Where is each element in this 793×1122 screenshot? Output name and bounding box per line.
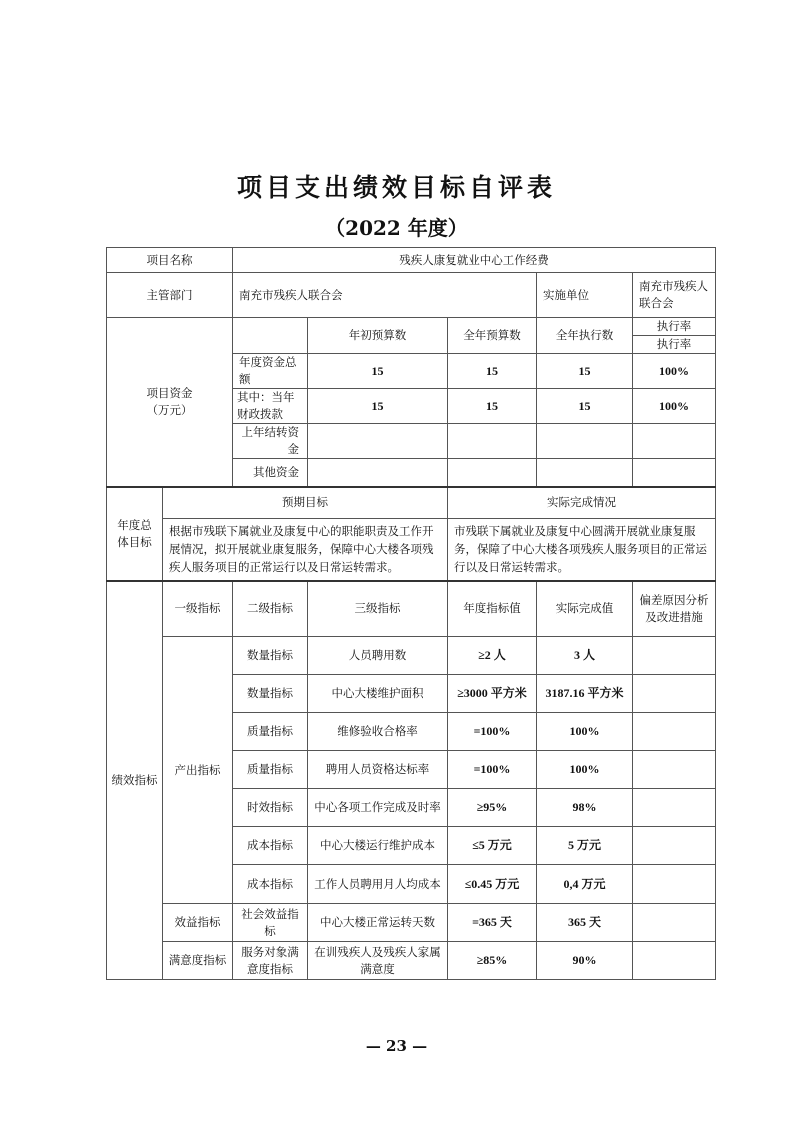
level3: 工作人员聘用月人均成本 bbox=[308, 865, 448, 904]
funds-row-initial: 15 bbox=[308, 354, 448, 389]
level1-benefit: 效益指标 bbox=[163, 904, 233, 942]
actual-result-header: 实际完成情况 bbox=[448, 487, 716, 519]
funds-row-executed bbox=[537, 424, 633, 459]
level1-satisfaction: 满意度指标 bbox=[163, 942, 233, 980]
goals-label bbox=[107, 487, 163, 581]
expected-goal-text: 根据市残联下属就业及康复中心的职能职责及工作开展情况，拟开展就业康复服务，保障中心大楼各项残疾人服务项目的正常运行以及日常运转需求。 bbox=[163, 519, 448, 581]
header-deviation: 偏差原因分析及改进措施 bbox=[633, 581, 716, 637]
level2: 数量指标 bbox=[233, 637, 308, 675]
funds-row-annual: 15 bbox=[448, 354, 537, 389]
funds-label-line2: （万元） bbox=[146, 402, 193, 417]
goals-label-line1: 年度总 bbox=[117, 517, 152, 532]
deviation bbox=[633, 904, 716, 942]
funds-row-executed: 15 bbox=[537, 354, 633, 389]
funds-row-rate bbox=[633, 459, 716, 487]
dept-label: 主管部门 bbox=[107, 273, 233, 318]
level2: 服务对象满意度指标 bbox=[233, 942, 308, 980]
level2: 成本指标 bbox=[233, 827, 308, 865]
funds-row-annual: 15 bbox=[448, 389, 537, 424]
project-name-row bbox=[107, 248, 716, 273]
actual: 90% bbox=[537, 942, 633, 980]
funds-row-initial: 15 bbox=[308, 389, 448, 424]
level2: 质量指标 bbox=[233, 713, 308, 751]
level3: 中心大楼维护面积 bbox=[308, 675, 448, 713]
goals-content-row bbox=[107, 519, 716, 581]
funds-row-rate: 100% bbox=[633, 389, 716, 424]
funds-row-annual bbox=[448, 424, 537, 459]
funds-label-line1: 项目资金 bbox=[146, 385, 193, 400]
target: =100% bbox=[448, 751, 537, 789]
funds-row-label: 其他资金 bbox=[233, 459, 308, 487]
actual: 5 万元 bbox=[537, 827, 633, 865]
performance-label: 绩效指标 bbox=[107, 581, 163, 980]
header-actual: 实际完成值 bbox=[537, 581, 633, 637]
level3: 中心大楼正常运转天数 bbox=[308, 904, 448, 942]
header-target: 年度指标值 bbox=[448, 581, 537, 637]
funds-header-rate bbox=[633, 318, 716, 354]
header-level3: 三级指标 bbox=[308, 581, 448, 637]
level3: 人员聘用数 bbox=[308, 637, 448, 675]
target: ≤0.45 万元 bbox=[448, 865, 537, 904]
level3: 中心大楼运行维护成本 bbox=[308, 827, 448, 865]
funds-label bbox=[107, 318, 233, 487]
level3: 中心各项工作完成及时率 bbox=[308, 789, 448, 827]
actual: 0,4 万元 bbox=[537, 865, 633, 904]
level3: 在训残疾人及残疾人家属满意度 bbox=[308, 942, 448, 980]
header-level2: 二级指标 bbox=[233, 581, 308, 637]
funds-blank-header bbox=[233, 318, 308, 354]
funds-header-row bbox=[107, 318, 716, 354]
rate-header-2: 执行率 bbox=[633, 335, 715, 353]
goals-label-line2: 体目标 bbox=[117, 534, 152, 549]
deviation bbox=[633, 942, 716, 980]
actual: 3 人 bbox=[537, 637, 633, 675]
funds-row-executed bbox=[537, 459, 633, 487]
funds-header-executed: 全年执行数 bbox=[537, 318, 633, 354]
actual: 98% bbox=[537, 789, 633, 827]
actual-result-text: 市残联下属就业及康复中心圆满开展就业康复服务，保障了中心大楼各项残疾人服务项目的正常运行以及日常运转需求。 bbox=[448, 519, 716, 581]
deviation bbox=[633, 675, 716, 713]
funds-header-annual: 全年预算数 bbox=[448, 318, 537, 354]
level1-output: 产出指标 bbox=[163, 637, 233, 904]
funds-row-rate bbox=[633, 424, 716, 459]
indicator-row bbox=[107, 637, 716, 675]
deviation bbox=[633, 713, 716, 751]
target: ≤5 万元 bbox=[448, 827, 537, 865]
funds-row-label: 上年结转资金 bbox=[233, 424, 308, 459]
level2: 数量指标 bbox=[233, 675, 308, 713]
funds-row-label: 年度资金总额 bbox=[233, 354, 308, 389]
page-title: 项目支出绩效目标自评表 bbox=[236, 173, 556, 202]
target: ≥3000 平方米 bbox=[448, 675, 537, 713]
level2: 社会效益指标 bbox=[233, 904, 308, 942]
actual: 3187.16 平方米 bbox=[537, 675, 633, 713]
funds-row-initial bbox=[308, 424, 448, 459]
department-row bbox=[107, 273, 716, 318]
rate-header-1: 执行率 bbox=[656, 319, 692, 333]
page-subtitle: （2022 年度） bbox=[325, 216, 468, 240]
indicator-row bbox=[107, 942, 716, 980]
deviation bbox=[633, 865, 716, 904]
expected-goal-header: 预期目标 bbox=[163, 487, 448, 519]
funds-row-label: 其中：当年财政拨款 bbox=[233, 389, 308, 424]
project-name-value: 残疾人康复就业中心工作经费 bbox=[233, 248, 716, 273]
page-number: — 23 — bbox=[365, 1037, 428, 1055]
level2: 成本指标 bbox=[233, 865, 308, 904]
funds-row-rate: 100% bbox=[633, 354, 716, 389]
funds-row-annual bbox=[448, 459, 537, 487]
level3: 聘用人员资格达标率 bbox=[308, 751, 448, 789]
funds-row-initial bbox=[308, 459, 448, 487]
performance-header-row bbox=[107, 581, 716, 637]
deviation bbox=[633, 789, 716, 827]
level2: 质量指标 bbox=[233, 751, 308, 789]
funds-row-executed: 15 bbox=[537, 389, 633, 424]
dept-value: 南充市残疾人联合会 bbox=[233, 273, 537, 318]
header-level1: 一级指标 bbox=[163, 581, 233, 637]
project-name-label: 项目名称 bbox=[107, 248, 233, 273]
deviation bbox=[633, 827, 716, 865]
actual: 100% bbox=[537, 751, 633, 789]
actual: 100% bbox=[537, 713, 633, 751]
goals-header-row bbox=[107, 487, 716, 519]
target: =100% bbox=[448, 713, 537, 751]
deviation bbox=[633, 637, 716, 675]
target: =365 天 bbox=[448, 904, 537, 942]
actual: 365 天 bbox=[537, 904, 633, 942]
level3: 维修验收合格率 bbox=[308, 713, 448, 751]
target: ≥85% bbox=[448, 942, 537, 980]
target: ≥95% bbox=[448, 789, 537, 827]
evaluation-table bbox=[106, 247, 716, 980]
target: ≥2 人 bbox=[448, 637, 537, 675]
unit-value: 南充市残疾人联合会 bbox=[633, 273, 716, 318]
funds-header-initial: 年初预算数 bbox=[308, 318, 448, 354]
unit-label: 实施单位 bbox=[537, 273, 633, 318]
indicator-row bbox=[107, 904, 716, 942]
deviation bbox=[633, 751, 716, 789]
level2: 时效指标 bbox=[233, 789, 308, 827]
